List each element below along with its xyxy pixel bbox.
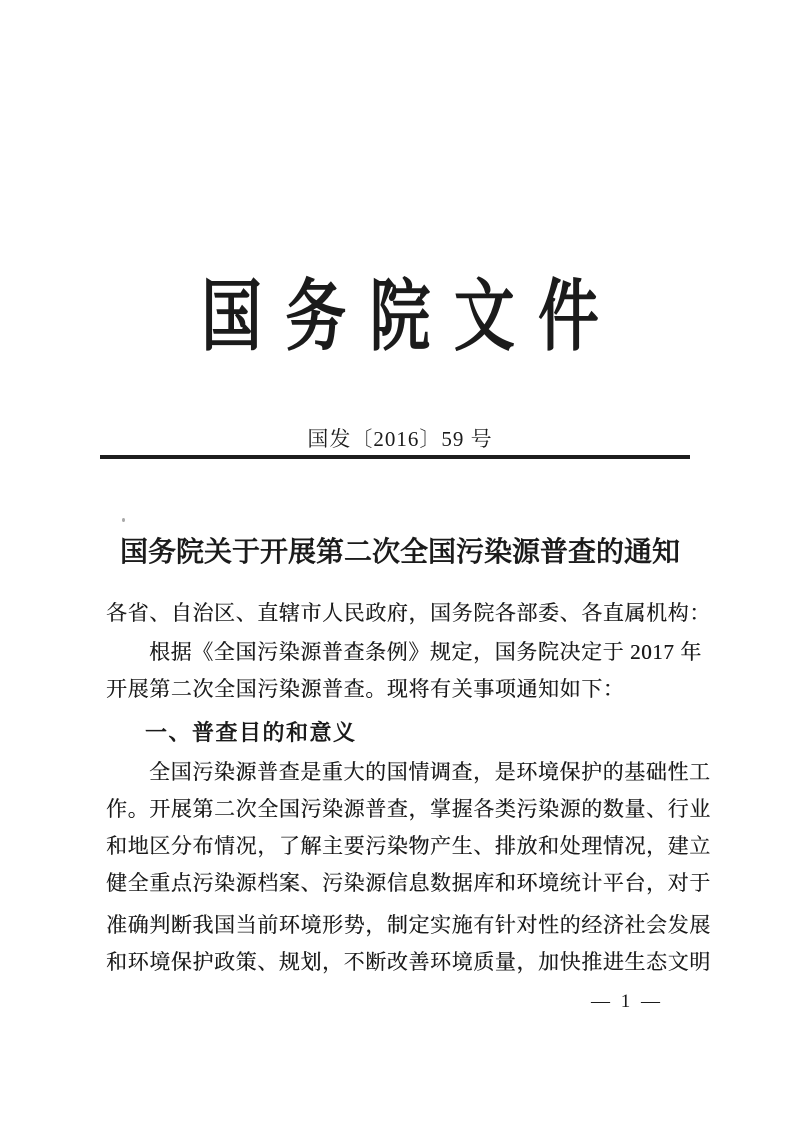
body-line: 全国污染源普查是重大的国情调查，是环境保护的基础性工 [149,760,711,784]
body-line: 作。开展第二次全国污染源普查，掌握各类污染源的数量、行业 [106,797,711,821]
scan-speck-artifact [122,518,125,522]
section-1-heading: 一、普查目的和意义 [145,720,357,745]
document-number: 国发〔2016〕59 号 [307,427,493,451]
masthead-title [0,273,800,360]
notice-title: 国务院关于开展第二次全国污染源普查的通知 [119,537,680,568]
salutation-line: 各省、自治区、直辖市人民政府，国务院各部委、各直属机构： [106,601,711,625]
body-line: 和环境保护政策、规划，不断改善环境质量，加快推进生态文明 [106,950,711,974]
body-line: 和地区分布情况，了解主要污染物产生、排放和处理情况，建立 [106,834,711,858]
masthead-title-text: 国务院文件 [201,273,623,360]
masthead-divider-line [100,455,690,459]
body-line: 健全重点污染源档案、污染源信息数据库和环境统计平台，对于 [106,871,711,895]
body-line: 准确判断我国当前环境形势，制定实施有针对性的经济社会发展 [106,913,711,937]
body-line: 开展第二次全国污染源普查。现将有关事项通知如下： [106,677,625,701]
page-number: — 1 — [591,991,663,1012]
body-line: 根据《全国污染源普查条例》规定，国务院决定于 2017 年 [149,640,702,664]
